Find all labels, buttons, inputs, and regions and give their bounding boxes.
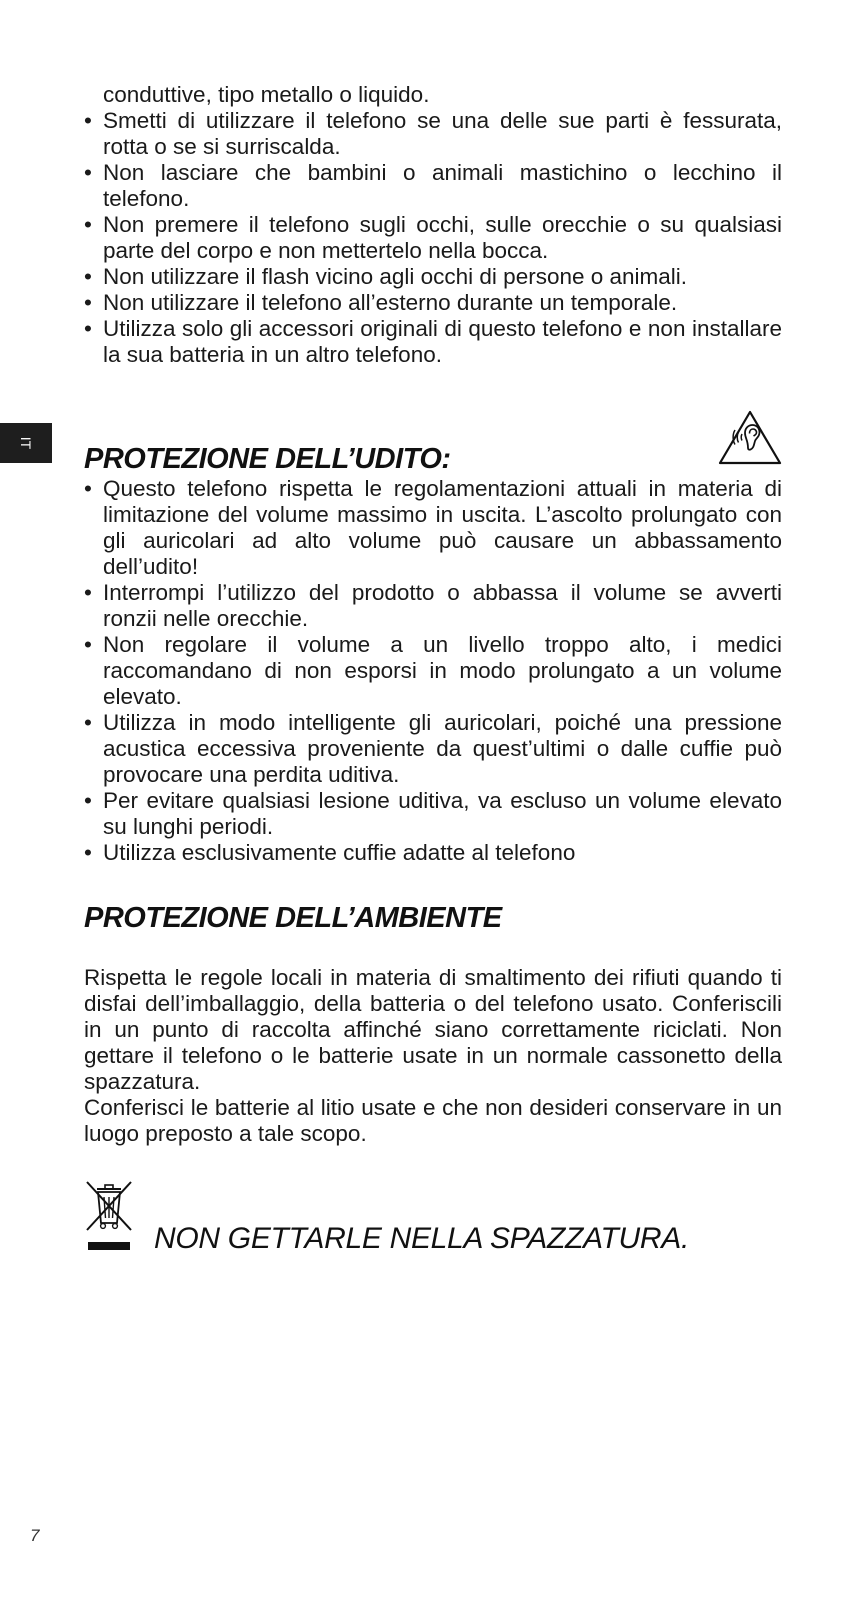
list-item: • Utilizza in modo intelligente gli auricolari, poiché una pressione acustica eccessiva proveniente da quest’ultimi o dalle cuffie può provocare una perdita uditiva. — [84, 710, 782, 788]
list-item: • Non premere il telefono sugli occhi, sulle orecchie o su qualsiasi parte del corpo e non mettertelo nella bocca. — [84, 212, 782, 264]
weee-notice — [84, 1179, 782, 1259]
hearing-section — [84, 410, 782, 866]
list-item: • Non regolare il volume a un livello troppo alto, i medici raccomandano di non esporsi in modo prolungato a un volume elevato. — [84, 632, 782, 710]
hearing-warning-icon — [718, 410, 782, 466]
language-tab-label: IT — [18, 436, 34, 450]
list-item: • Questo telefono rispetta le regolamentazioni attuali in materia di limitazione del volume massimo in uscita. L’ascolto prolungato con gli auricolari ad alto volume può causare un abbassamento dell’udito! — [84, 476, 782, 580]
safety-list-continuation: conduttive, tipo metallo o liquido. — [103, 82, 430, 107]
list-item: • Smetti di utilizzare il telefono se una delle sue parti è fessurata, rotta o se si surriscalda. — [84, 108, 782, 160]
list-item: • Interrompi l’utilizzo del prodotto o abbassa il volume se avverti ronzii nelle orecchie. — [84, 580, 782, 632]
hearing-list — [84, 476, 782, 866]
page-content — [84, 82, 782, 1259]
list-item: • Per evitare qualsiasi lesione uditiva, va escluso un volume elevato su lunghi periodi. — [84, 788, 782, 840]
weee-label: NON GETTARLE NELLA SPAZZATURA. — [154, 1222, 689, 1255]
page-number: 7 — [30, 1526, 40, 1545]
environment-section — [84, 902, 782, 1259]
environment-heading: PROTEZIONE DELL’AMBIENTE — [84, 902, 502, 934]
list-item: • Utilizza esclusivamente cuffie adatte al telefono — [84, 840, 782, 866]
environment-paragraph: Conferisci le batterie al litio usate e che non desideri conservare in un luogo preposto a tale scopo. — [84, 1095, 782, 1146]
list-item: • Non utilizzare il flash vicino agli occhi di persone o animali. — [84, 264, 782, 290]
crossed-bin-icon — [84, 1179, 134, 1255]
environment-paragraph: Rispetta le regole locali in materia di smaltimento dei rifiuti quando ti disfai dell’imballaggio, della batteria o del telefono usato. Conferiscili in un punto di raccolta affinché siano correttamente riciclati. Non gettare il telefono o le batterie usate in un normale cassonetto della spazzatura. — [84, 965, 782, 1094]
language-tab — [0, 423, 52, 463]
environment-text — [84, 965, 782, 1147]
list-item: • Non lasciare che bambini o animali mastichino o lecchino il telefono. — [84, 160, 782, 212]
hearing-heading: PROTEZIONE DELL’UDITO: — [84, 443, 451, 475]
list-item: • Non utilizzare il telefono all’esterno durante un temporale. — [84, 290, 782, 316]
safety-list — [84, 82, 782, 368]
list-item: • Utilizza solo gli accessori originali di questo telefono e non installare la sua batteria in un altro telefono. — [84, 316, 782, 368]
